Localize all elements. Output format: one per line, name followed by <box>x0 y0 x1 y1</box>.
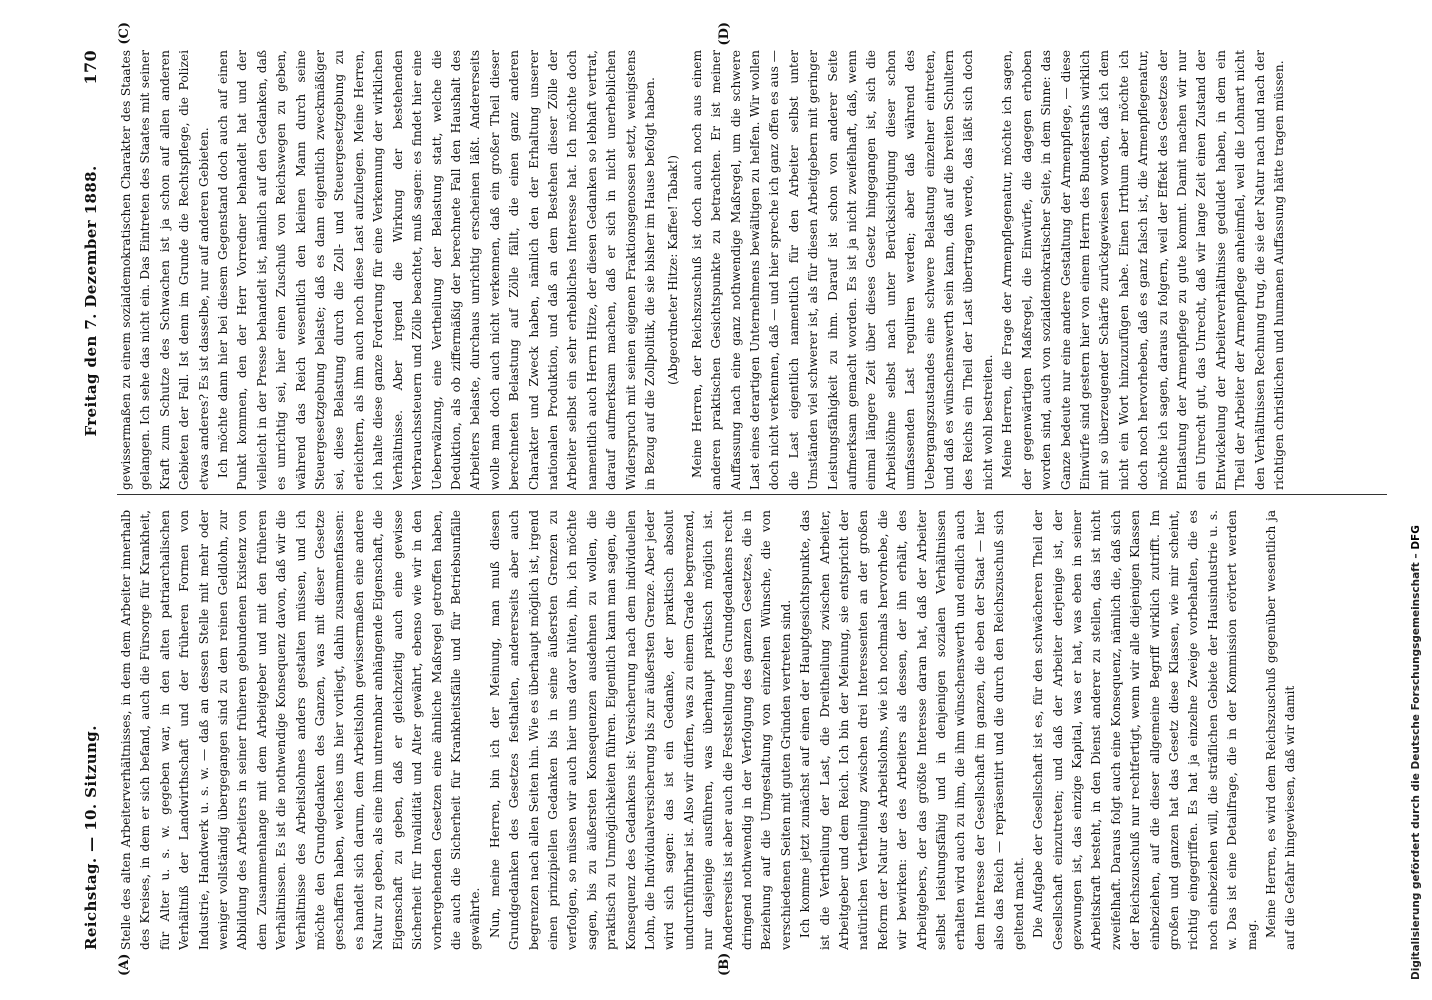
paragraph: Meine Herren, der Reichszuschuß ist doch auch noch aus einem anderen praktischen Gesichtspunkte zu betrachten. Er ist meiner Auffassung nach eine ganz nothwendige Maßregel, um die schwere Last eines derartigen Unternehmens bewältigen zu helfen. Wir wollen doch nicht verkennen, daß — und hier spreche ich ganz offen es aus — die Last eigentlich namentlich für den Arbeiter selbst unter Umständen viel schwerer ist, als für diesen Arbeitgebern mit geringer Leistungsfähigkeit zu ihm. Darauf ist schon von anderer Seite aufmerksam gemacht worden. Es ist ja nicht zweifelhaft, daß, wenn einmal längere Zeit über dieses Gesetz hingegangen ist, sich die Arbeitslöhne selbst nach unter Berücksichtigung dieser schon umfassenden Last reguliren werden; aber daß während des Uebergangszustandes eine schwere Belastung einzelner eintreten, und daß es wünschenswerth sein kann, daß auf die breiten Schultern des Reichs ein Theil der Last übertragen werde, das läßt sich doch nicht wohl bestreiten. <box>689 50 995 490</box>
paragraph: Die Aufgabe der Gesellschaft ist es, für den schwächeren Theil der Gesellschaft einzutreten; und daß der Arbeiter derjenige ist, der gezwungen ist, das einzige Kapital, was er hat, was eben in seiner Arbeitskraft besteht, in den Dienst anderer zu stellen, das ist nicht zweifelhaft. Daraus folgt auch eine Konsequenz, nämlich die, daß sich der Reichszuschuß nur rechtfertigt, wenn wir alle diejenigen Klassen einbeziehen, auf die dieser allgemeine Begriff wirklich zutrifft. Im großen und ganzen hat das Gesetz diese Klassen, wie mir scheint, richtig eingegriffen. Es hat ja einzelne Zweige vorbehalten, die es noch einbeziehen will, die sträflichen Gebiete der Hausindustrie u. s. w. Das ist eine Detailfrage, die in der Kommission erörtert werden mag. <box>1031 510 1259 950</box>
paragraph: Stelle des alten Arbeiterverhältnisses, in dem dem Arbeiter innerhalb des Kreises, in dem er sich befand, auch die Fürsorge für Krankheit, für Alter u. s. w. gegeben war, in den alten patriarchalischen Verhältniß der Landwirthschaft und der früheren Formen von Industrie, Handwerk u. s. w. — daß an dessen Stelle mit mehr oder weniger vollständig übergegangen sind zu dem reinen Geldlohn, zur Abbildung des Arbeiters in seiner früheren gebundenen Existenz von dem Zusammenhange mit dem Arbeitgeber und mit den früheren Verhältnissen. Es ist die nothwendige Konsequenz davon, daß wir die Verhältnisse des Arbeitslohnes anders gestalten müssen, und ich möchte den Grundgedanken des Ganzen, was mit dieser Gesetze geschaffen haben, welches uns hier vorliegt, dahin zusammenfassen: es handelt sich darum, dem Arbeitslohn gewissermaßen eine andere Natur zu geben, als eine ihm untrennbar anhängende Eigenschaft, die Eigenschaft zu geben, daß er gleichzeitig auch eine gewisse Sicherheit für Invalidität und Alter gewährt, ebenso wie wir in den vorhergehenden Gesetzen eine ähnliche Maßregel getroffen haben, die auch die Sicherheit für Krankheitsfälle und für Betriebsunfälle gewährte. <box>119 510 483 950</box>
header-date: Freitag den 7. Dezember 1888. <box>82 165 100 437</box>
margin-marker-c: (C) <box>117 22 132 45</box>
paragraph: Meine Herren, es wird dem Reichszuschuß gegenüber wesentlich ja auf die Gefahr hingewiesen, daß wir damit <box>1263 510 1298 950</box>
running-header <box>81 50 107 950</box>
margin-marker-d: (D) <box>717 22 732 46</box>
page-number: 170 <box>81 49 100 85</box>
two-column-body <box>117 22 1387 976</box>
digitization-credit <box>1410 20 1426 980</box>
paragraph: Meine Herren, die Frage der Armenpflegenatur, möchte ich sagen, der gegenwärtigen Maßregel, die Einwürfe, die dagegen erhoben worden sind, auch von sozialdemokratischer Seite, in dem Sinne: das Ganze bedeute nur eine andere Gestaltung der Armenpflege, — diese Einwürfe sind gestern hier von einem Herrn des Bundesraths wirklich mit so überzeugender Schärfe zurückgewiesen worden, daß ich dem nicht ein Wort hinzuzufügen habe. Einen Irrthum aber möchte ich doch noch hervorheben, daß es ganz falsch ist, die Armenpflegenatur, möchte ich sagen, daraus zu folgern, weil der Effekt des Gesetzes der Entlastung der Armenpflege zu gute kommt. Damit machen wir nur ein Unrecht gut, das Unrecht, daß wir lange Zeit einen Zustand der Entwickelung der Arbeiterverhältnisse geduldet haben, in dem ein Theil der Arbeiter der Armenpflege anheimfiel, weil die Lohnart nicht den Verhältnissen Rechnung trug, die sie der Natur nach und nach der richtigen christlichen und humanen Auffassung hätte tragen müssen. <box>1000 50 1286 490</box>
column-divider <box>117 494 1387 495</box>
paragraph: Ich komme jetzt zunächst auf einen der Hauptgesichtspunkte, das ist die Vertheilung der Last, die Dreitheilung zwischen Arbeiter, Arbeitgeber und dem Reich. Ich bin der Meinung, sie entspricht der natürlichen Vertheilung zwischen drei Interessenten an der großen Reform der Natur des Arbeitslohns, wie ich nochmals hervorhebe, die wir bewirken: der des Arbeiters als dessen, der ihn erhält, des Arbeitgebers, der das größte Interesse daran hat, daß der Arbeiter selbst leistungsfähig und in denjenigen sozialen Verhältnissen erhalten wird auch zu ihm, die ihm wünschenswerth und endlich auch dem Interesse der Gesellschaft im ganzen, die eben der Staat — hier also das Reich — repräsentirt und die durch den Reichszuschuß sich geltend macht. <box>798 510 1026 950</box>
dfg-logo: DFG <box>1410 525 1422 550</box>
credit-text: Digitalisierung gefördert durch die Deutsche Forschungsgemeinschaft – <box>1410 553 1422 980</box>
margin-marker-a: (A) <box>117 953 132 976</box>
margin-marker-b: (B) <box>717 952 732 976</box>
page-content <box>21 20 1411 980</box>
paragraph: Ich möchte dann hier bei diesem Gegenstand doch auch auf einen Punkt kommen, den der Herr Vorredner behandelt hat und der vielleicht in der Presse behandelt ist, nämlich auf den Gedanken, daß es unrichtig sei, hier einen Zuschuß von Reichswegen zu geben, während das Reich wesentlich den kleinen Mann durch seine Steuergesetzgebung belaste; daß es dann eigentlich zweckmäßiger sei, diese Belastung durch die Zoll- und Steuergesetzgebung zu erleichtern, als ihm auch noch diese Last aufzulegen. Meine Herren, ich halte diese ganze Forderung für eine Verkennung der wirklichen Verhältnisse. Aber irgend die Wirkung der bestehenden Verbrauchssteuern und Zölle beachtet, muß sagen: es findet hier eine Ueberwälzung, eine Vertheilung der Belastung statt, welche die Deduktion, als ob ziffermäßig der berechnete Fall den Haushalt des Arbeiters belaste, durchaus unrichtig erscheinen läßt. Andererseits wolle man doch auch nicht verkennen, daß ein großer Theil dieser berechneten Belastung auf Zölle fällt, die einen ganz anderen Charakter und Zweck haben, nämlich den der Erhaltung unserer nationalen Produktion, und daß an dem Bestehen dieser Zölle der Arbeiter selbst ein sehr erhebliches Interesse hat. Ich möchte doch namentlich auch Herrn Hitze, der diesen Gedanken so lebhaft vertrat, darauf aufmerksam machen, daß er sich in nicht unerheblichen Widerspruch mit seinen eigenen Fraktionsgenossen setzt, wenigstens in Bezug auf die Zollpolitik, die sie bisher im Hause befolgt haben. <box>216 50 657 490</box>
header-session: Reichstag. — 10. Sitzung. <box>82 725 100 950</box>
paragraph: Nun, meine Herren, bin ich der Meinung, man muß diesen Grundgedanken des Gesetzes festhalten, andererseits aber auch begrenzen nach allen Seiten hin. Wie es überhaupt möglich ist, irgend einen prinzipiellen Gedanken bis in seine äußersten Grenzen zu verfolgen, so müssen wir auch hier uns davor hüten, ihn, ich möchte sagen, bis zu äußersten Konsequenzen ausdehnen zu wollen, die praktisch zu Unmöglichkeiten führen. Eigentlich kann man sagen, die Konsequenz des Gedankens ist: Versicherung nach dem individuellen Lohn, die Individualversicherung bis zur äußersten Grenze. Aber jeder wird sich sagen: das ist ein Gedanke, der praktisch absolut undurchführbar ist. Also wir dürfen, was zu einem Grade begrenzend, nur dasjenige ausführen, was überhaupt praktisch möglich ist. Andererseits ist aber auch die Feststellung des Grundgedankens recht dringend nothwendig in der Verfolgung des ganzen Gesetzes, die in Beziehung auf die Umgestaltung von einzelnen Wünsche, die von verschiedenen Seiten mit guten Gründen vertreten sind. <box>487 510 793 950</box>
paragraph: gewissermaßen zu einem sozialdemokratischen Charakter des Staates gelangen. Ich sehe das nicht ein. Das Eintreten des Staates mit seiner Kraft zum Schutze des Schwachen ist ja schon auf allen anderen Gebieten der Fall. Ist denn im Grunde die Rechtspflege, die Polizei etwas anderes? Es ist dasselbe, nur auf anderen Gebieten. <box>119 50 211 490</box>
right-column <box>117 50 1387 490</box>
left-column <box>117 510 1387 950</box>
rotated-page <box>21 20 1411 980</box>
interjection: (Abgeordneter Hitze: Kaffee! Tabak!) <box>666 154 681 386</box>
